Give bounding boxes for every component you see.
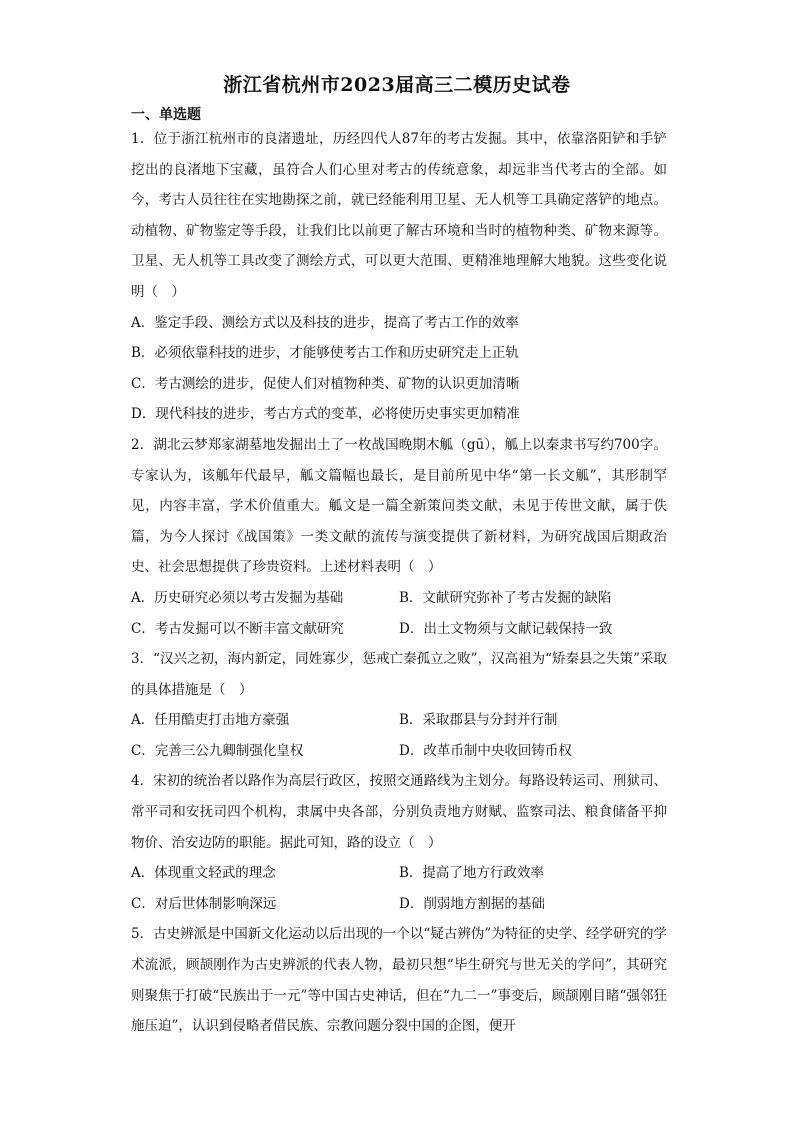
question-1-stem: 1．位于浙江杭州市的良渚遗址，历经四代人87年的考古发掘。其中，依靠洛阳铲和手铲挖出的良渚地下宝藏，虽符合人们心里对考古的传统意象，却远非当代考古的全部。如今，考古人员往往在实地勘探之前，就已经能利用卫星、无人机等工具确定落铲的地点。动植物、矿物鉴定等手段，让我们比以前更了解古环境和当时的植物种类、矿物来源等。卫星、无人机等工具改变了测绘方式，可以更大范围、更精准地理解大地貌。这些变化说明（ ） (131, 131, 667, 300)
question-2-option-d: D．出土文物须与文献记载保持一致 (399, 620, 613, 637)
question-4-stem: 4．宋初的统治者以路作为高层行政区，按照交通路线为主划分。每路设转运司、刑狱司、常平司和安抚司四个机构，隶属中央各部，分别负责地方财赋、监察司法、粮食储备平抑物价、治安边防的职能。据此可知，路的设立（ ） (131, 773, 667, 851)
page-title: 浙江省杭州市2023届高三二模历史试卷 (223, 74, 571, 96)
question-1-option-c: C．考古测绘的进步，促使人们对植物种类、矿物的认识更加清晰 (131, 375, 520, 392)
question-4-option-c: C．对后世体制影响深远 (131, 895, 277, 912)
section-heading: 一、单选题 (131, 107, 201, 123)
question-4-option-b: B．提高了地方行政效率 (399, 865, 544, 882)
question-1 (131, 124, 667, 430)
question-4-option-d: D．削弱地方割据的基础 (399, 895, 545, 912)
question-2-options-row-2 (131, 614, 667, 645)
question-2-option-c: C．考古发掘可以不断丰富文献研究 (131, 620, 344, 637)
question-5-stem: 5．古史辨派是中国新文化运动以后出现的一个以“疑古辨伪”为特征的史学、经学研究的学术流派，顾颉刚作为古史辨派的代表人物，最初只想“毕生研究与世无关的学问”，其研究则聚焦于打破“民族出于一元”等中国古史神话，但在“九二一”事变后，顾颉刚目睹“强邻狂施压迫”，认识到侵略者借民族、宗教问题分裂中国的企图，便开 (131, 926, 667, 1035)
question-3-stem: 3．“汉兴之初，海内新定，同姓寡少，惩戒亡秦孤立之败”，汉高祖为“矫秦县之失策”采取的具体措施是（ ） (131, 651, 667, 698)
question-4-option-a: A．体现重文轻武的理念 (131, 865, 276, 882)
question-1-option-a: A．鉴定手段、测绘方式以及科技的进步，提高了考古工作的效率 (131, 314, 519, 331)
question-4 (131, 766, 667, 919)
question-2-option-a: A．历史研究必须以考古发掘为基础 (131, 589, 344, 606)
question-2-stem: 2．湖北云梦郑家湖墓地发掘出土了一枚战国晚期木觚（gū），觚上以秦隶书写约700字。专家认为，该觚年代最早，觚文篇幅也最长，是目前所见中华“第一长文觚”，其形制罕见，内容丰富，学术价值重大。觚文是一篇全新策问类文献，未见于传世文献，属于佚篇，为今人探讨《战国策》一类文献的流传与演变提供了新材料，为研究战国后期政治史、社会思想提供了珍贵资料。上述材料表明（ ） (131, 436, 667, 576)
question-2-options-row-1 (131, 583, 667, 614)
question-3-option-a: A．任用酷吏打击地方豪强 (131, 712, 290, 729)
question-1-option-b: B．必须依靠科技的进步，才能够使考古工作和历史研究走上正轨 (131, 345, 519, 362)
question-3-option-c: C．完善三公九卿制强化皇权 (131, 742, 304, 759)
question-3-option-b: B．采取郡县与分封并行制 (399, 712, 558, 729)
question-3-option-d: D．改革币制中央收回铸币权 (399, 742, 572, 759)
question-2 (131, 430, 667, 644)
question-4-options-row-1 (131, 858, 667, 889)
question-5 (131, 919, 667, 1041)
question-2-option-b: B．文献研究弥补了考古发掘的缺陷 (399, 589, 612, 606)
question-3-options-row-1 (131, 705, 667, 736)
question-1-option-d: D．现代科技的进步，考古方式的变革，必将使历史事实更加精准 (131, 406, 520, 423)
question-3 (131, 644, 667, 766)
question-3-options-row-2 (131, 736, 667, 767)
question-list (131, 124, 667, 1042)
question-4-options-row-2 (131, 889, 667, 920)
